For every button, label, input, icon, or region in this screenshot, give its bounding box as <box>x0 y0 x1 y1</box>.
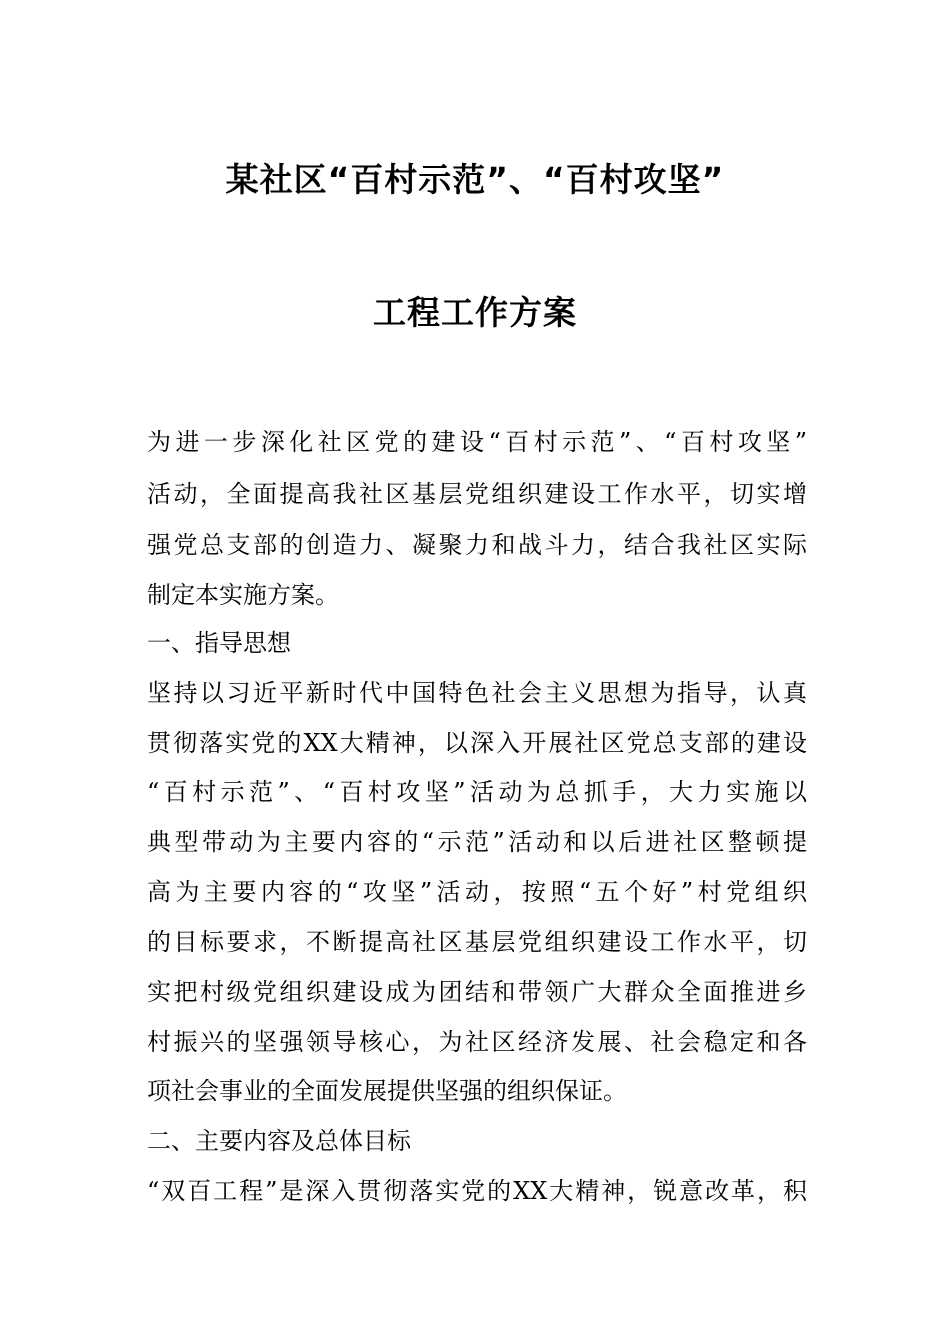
body-text-line: 项社会事业的全面发展提供坚强的组织保证。 <box>147 1077 627 1105</box>
body-text-line: 贯彻落实党的XX大精神，以深入开展社区党总支部的建设 <box>147 729 807 757</box>
body-text-line: 强党总支部的创造力、凝聚力和战斗力，结合我社区实际 <box>147 531 807 559</box>
section-heading: 二、主要内容及总体目标 <box>147 1127 411 1155</box>
body-text-line: 活动，全面提高我社区基层党组织建设工作水平，切实增 <box>147 480 807 508</box>
section-heading: 一、指导思想 <box>147 629 291 657</box>
body-text-line: 典型带动为主要内容的“示范”活动和以后进社区整顿提 <box>147 828 807 856</box>
body-text-line: “双百工程”是深入贯彻落实党的XX大精神，锐意改革，积 <box>147 1177 807 1205</box>
body-text-line: 高为主要内容的“攻坚”活动，按照“五个好”村党组织 <box>147 878 807 906</box>
body-text-line: 为进一步深化社区党的建设“百村示范”、“百村攻坚” <box>147 428 807 456</box>
body-text-line: 村振兴的坚强领导核心，为社区经济发展、社会稳定和各 <box>147 1028 807 1056</box>
document-title-line-2: 工程工作方案 <box>373 293 577 332</box>
body-text-line: 实把村级党组织建设成为团结和带领广大群众全面推进乡 <box>147 978 807 1006</box>
document-title-line-1: 某社区“百村示范”、“百村攻坚” <box>225 160 725 199</box>
body-text-line: “百村示范”、“百村攻坚”活动为总抓手，大力实施以 <box>147 778 807 806</box>
body-text-line: 制定本实施方案。 <box>147 581 339 609</box>
body-text-line: 坚持以习近平新时代中国特色社会主义思想为指导，认真 <box>147 679 807 707</box>
body-text-line: 的目标要求，不断提高社区基层党组织建设工作水平，切 <box>147 928 807 956</box>
